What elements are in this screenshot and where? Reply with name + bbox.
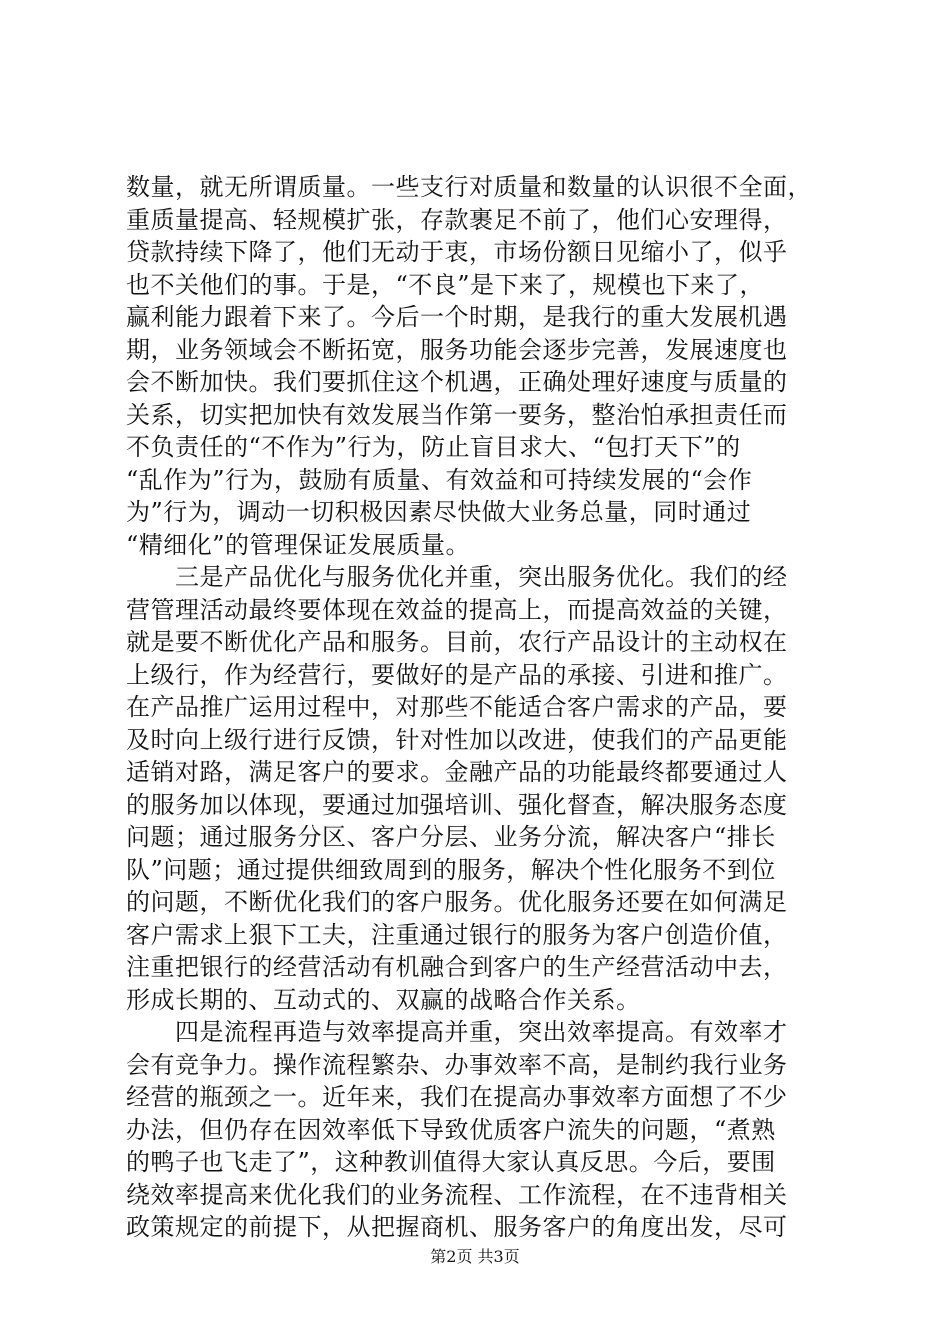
text-line: 问题；通过服务分区、客户分层、业务分流，解决客户“排长 xyxy=(126,823,776,851)
text-line: 营管理活动最终要体现在效益的提高上，而提高效益的关键， xyxy=(126,595,788,624)
text-line: “乱作为”行为，鼓励有质量、有效益和可持续发展的“会作 xyxy=(126,465,753,494)
text-line: 关系，切实把加快有效发展当作第一要务，整治怕承担责任而 xyxy=(126,400,788,429)
text-line: 适销对路，满足客户的要求。金融产品的功能最终都要通过人 xyxy=(126,758,788,786)
text-line: 在产品推广运用过程中，对那些不能适合客户需求的产品，要 xyxy=(126,693,788,721)
text-line: 期，业务领域会不断拓宽，服务功能会逐步完善，发展速度也 xyxy=(126,335,788,364)
text-line: 为”行为，调动一切积极因素尽快做大业务总量，同时通过 xyxy=(126,498,752,526)
text-line: 绕效率提高来优化我们的业务流程、工作流程，在不违背相关 xyxy=(126,1180,788,1209)
text-line: 的问题，不断优化我们的客户服务。优化服务还要在如何满足 xyxy=(126,888,788,916)
text-line: 及时向上级行进行反馈，针对性加以改进，使我们的产品更能 xyxy=(126,725,788,754)
text-line: 客户需求上狠下工夫，注重通过银行的服务为客户创造价值， xyxy=(126,920,788,949)
text-line: 数量，就无所谓质量。一些支行对质量和数量的认识很不全面， xyxy=(126,173,812,201)
text-line: “精细化”的管理保证发展质量。 xyxy=(126,530,471,559)
text-line: 重质量提高、轻规模扩张，存款裹足不前了，他们心安理得， xyxy=(126,205,788,234)
text-line: 经营的瓶颈之一。近年来，我们在提高办事效率方面想了不少 xyxy=(126,1083,788,1111)
text-line: 贷款持续下降了，他们无动于衷，市场份额日见缩小了，似乎 xyxy=(126,238,788,266)
text-line: 注重把银行的经营活动有机融合到客户的生产经营活动中去， xyxy=(126,953,788,981)
text-line: 队”问题；通过提供细致周到的服务，解决个性化服务不到位 xyxy=(126,855,776,884)
page-footer: 第2页 共3页 xyxy=(430,1247,520,1266)
text-line: 四是流程再造与效率提高并重，突出效率提高。有效率才 xyxy=(126,1018,788,1046)
text-line: 会有竞争力。操作流程繁杂、办事效率不高，是制约我行业务 xyxy=(126,1050,788,1079)
text-line: 三是产品优化与服务优化并重，突出服务优化。我们的经 xyxy=(126,563,788,591)
text-line: 赢利能力跟着下来了。今后一个时期，是我行的重大发展机遇 xyxy=(126,303,788,331)
body-text xyxy=(126,171,846,1244)
text-line: 政策规定的前提下，从把握商机、服务客户的角度出发，尽可 xyxy=(126,1213,788,1241)
text-line: 的鸭子也飞走了”，这种教训值得大家认真反思。今后，要围 xyxy=(126,1148,776,1176)
text-line: 就是要不断优化产品和服务。目前，农行产品设计的主动权在 xyxy=(126,628,788,656)
text-line: 上级行，作为经营行，要做好的是产品的承接、引进和推广。 xyxy=(126,660,788,689)
text-line: 办法，但仍存在因效率低下导致优质客户流失的问题，“煮熟 xyxy=(126,1115,776,1144)
text-line: 会不断加快。我们要抓住这个机遇，正确处理好速度与质量的 xyxy=(126,368,788,396)
text-line: 不负责任的“不作为”行为，防止盲目求大、“包打天下”的 xyxy=(126,433,741,461)
text-line: 形成长期的、互动式的、双赢的战略合作关系。 xyxy=(126,985,641,1014)
text-line: 也不关他们的事。于是，“不良”是下来了，规模也下来了， xyxy=(126,270,765,299)
text-line: 的服务加以体现，要通过加强培训、强化督查，解决服务态度 xyxy=(126,790,788,819)
